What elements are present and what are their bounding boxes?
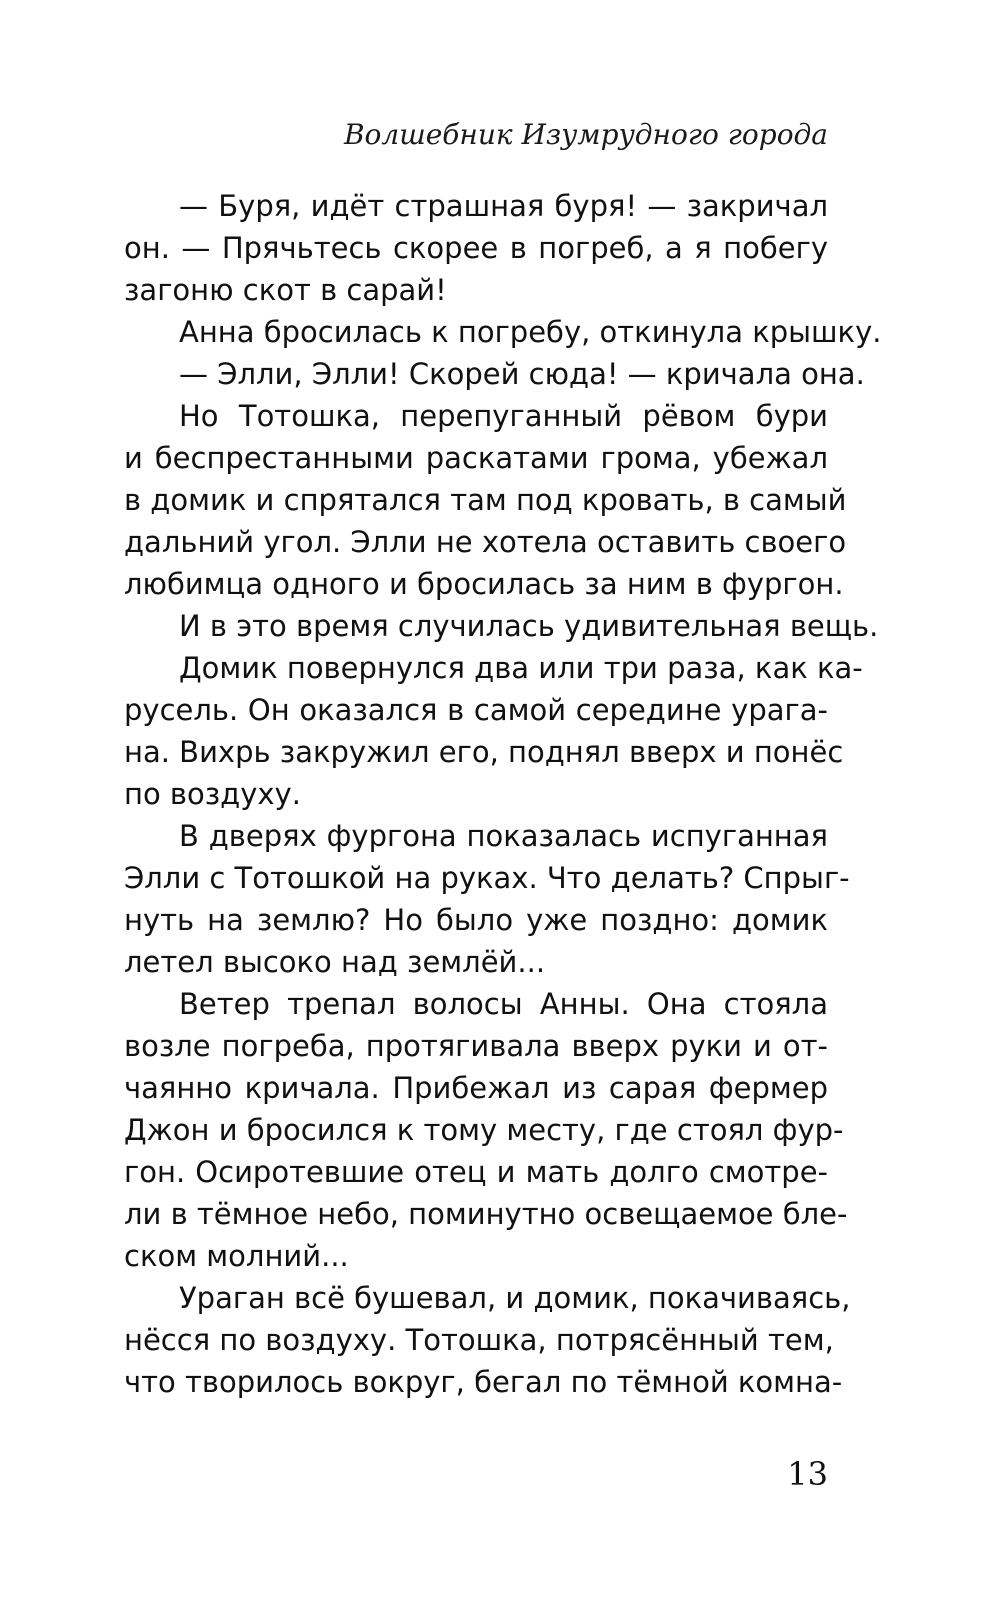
text-line: Джон и бросился к тому месту, где стоял фур-: [124, 1113, 844, 1147]
body-text: [124, 185, 882, 1403]
page-number: 13: [787, 1455, 828, 1493]
text-line: ли в тёмное небо, поминутно освещаемое бле-: [124, 1197, 848, 1231]
text-line: по воздуху.: [124, 777, 301, 811]
text-line: чаянно кричала. Прибежал из сарая фермер: [124, 1071, 828, 1105]
text-line: что творилось вокруг, бегал по тёмной комна-: [124, 1365, 843, 1399]
text-line: гон. Осиротевшие отец и мать долго смотре-: [124, 1155, 828, 1189]
text-line: И в это время случилась удивительная вещь.: [179, 609, 879, 643]
text-line: он. — Прячьтесь скорее в погреб, а я побегу: [124, 231, 828, 265]
text-line: нёсся по воздуху. Тотошка, потрясённый тем,: [124, 1323, 834, 1357]
text-line: Элли с Тотошкой на руках. Что делать? Спрыг-: [124, 861, 850, 895]
text-line: ском молний...: [124, 1239, 349, 1273]
text-line: Но Тотошка, перепуганный рёвом бури: [179, 399, 828, 433]
text-line: — Элли, Элли! Скорей сюда! — кричала она.: [179, 357, 865, 391]
text-line: нуть на землю? Но было уже поздно: домик: [124, 903, 828, 937]
text-line: Ветер трепал волосы Анны. Она стояла: [179, 987, 828, 1021]
text-line: возле погреба, протягивала вверх руки и от-: [124, 1029, 828, 1063]
text-line: Ураган всё бушевал, и домик, покачиваясь,: [179, 1281, 851, 1315]
text-line: и беспрестанными раскатами грома, убежал: [124, 441, 828, 475]
text-line: Анна бросилась к погребу, откинула крышку.: [179, 315, 882, 349]
text-line: дальний угол. Элли не хотела оставить своего: [124, 525, 847, 559]
text-line: загоню скот в сарай!: [124, 273, 447, 307]
text-line: В дверях фургона показалась испуганная: [179, 819, 828, 853]
text-line: — Буря, идёт страшная буря! — закричал: [179, 189, 828, 223]
text-line: в домик и спрятался там под кровать, в самый: [124, 483, 847, 517]
text-line: русель. Он оказался в самой середине урага-: [124, 693, 828, 727]
text-line: Домик повернулся два или три раза, как ка-: [179, 651, 863, 685]
text-line: летел высоко над землёй...: [124, 945, 546, 979]
text-line: любимца одного и бросилась за ним в фургон.: [124, 567, 844, 601]
running-head: Волшебник Изумрудного города: [343, 118, 828, 151]
text-line: на. Вихрь закружил его, поднял вверх и понёс: [124, 735, 844, 769]
